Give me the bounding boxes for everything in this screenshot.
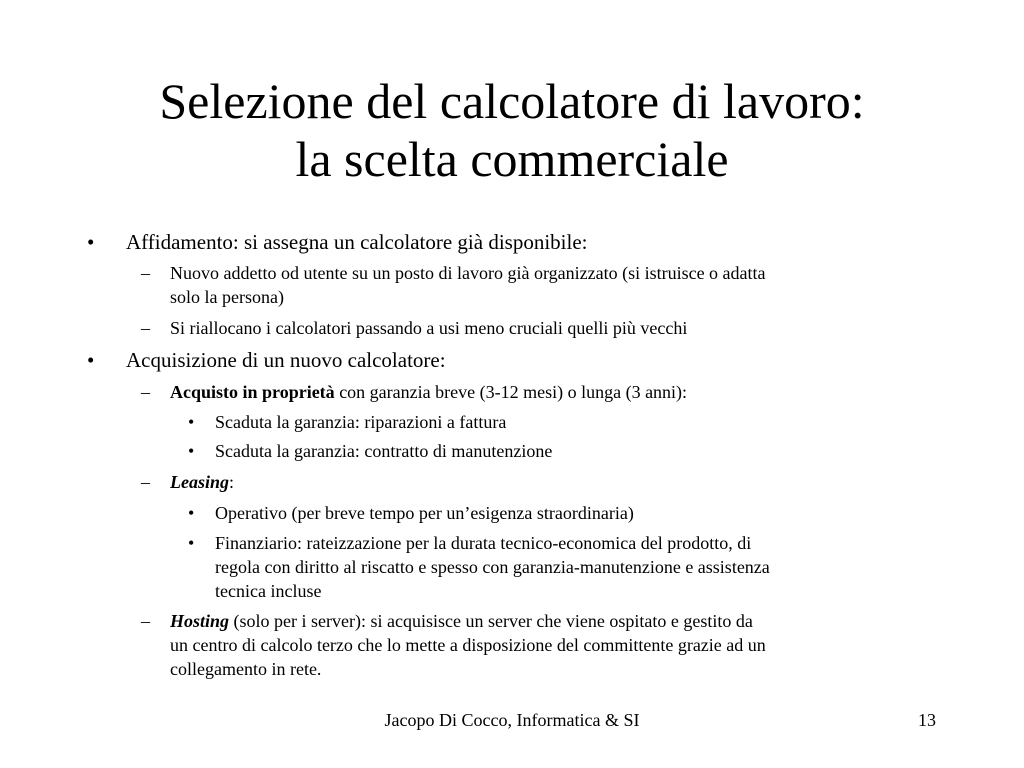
subsubitem-text: Scaduta la garanzia: riparazioni a fattura	[215, 412, 507, 432]
subsubitem-text: Operativo (per breve tempo per un’esigenza straordinaria)	[215, 503, 634, 523]
subitem-text: collegamento in rete.	[170, 659, 322, 679]
subsubitem-finanziario-cont	[215, 579, 321, 603]
subitem-nuovo-addetto-cont	[170, 285, 284, 309]
subitem-riallocano	[141, 316, 688, 340]
subsubitem-finanziario	[188, 531, 752, 555]
dash-marker: –	[141, 382, 150, 402]
bullet-marker: •	[188, 503, 195, 523]
leasing-emphasis: Leasing	[170, 472, 230, 492]
bullet-text: Acquisizione di un nuovo calcolatore:	[126, 348, 446, 372]
subitem-text: un centro di calcolo terzo che lo mette a disposizione del committente grazie ad un	[170, 635, 766, 655]
bullet-marker: •	[87, 348, 95, 372]
page-number: 13	[918, 710, 936, 730]
subsubitem-text: regola con diritto al riscatto e spesso con garanzia-manutenzione e assistenza	[215, 557, 770, 577]
subitem-text: Si riallocano i calcolatori passando a usi meno cruciali quelli più vecchi	[170, 318, 688, 338]
bullet-text: Affidamento: si assegna un calcolatore già disponibile:	[126, 230, 588, 254]
subitem-hosting-cont	[170, 633, 766, 657]
dash-marker: –	[141, 263, 150, 283]
subitem-nuovo-addetto	[141, 261, 766, 285]
subitem-text: con garanzia breve (3-12 mesi) o lunga (3 anni):	[334, 382, 688, 402]
bullet-marker: •	[188, 412, 195, 432]
subsubitem-contratto	[188, 439, 553, 463]
subitem-text: Nuovo addetto od utente su un posto di lavoro già organizzato (si istruisce o adatta	[170, 263, 766, 283]
subsubitem-text: Finanziario: rateizzazione per la durata tecnico-economica del prodotto, di	[215, 533, 752, 553]
subsubitem-text: Scaduta la garanzia: contratto di manutenzione	[215, 441, 553, 461]
bullet-marker: •	[188, 533, 195, 553]
subitem-text: solo la persona)	[170, 287, 284, 307]
subitem-hosting-cont	[170, 657, 321, 681]
subitem-text: (solo per i server): si acquisisce un server che viene ospitato e gestito da	[229, 611, 753, 631]
dash-marker: –	[141, 318, 150, 338]
title-line-1: Selezione del calcolatore di lavoro:	[159, 73, 865, 129]
bullet-affidamento	[87, 229, 588, 255]
hosting-emphasis: Hosting	[170, 611, 230, 631]
subitem-acquisto	[141, 380, 688, 404]
footer-author: Jacopo Di Cocco, Informatica & SI	[384, 710, 640, 730]
bullet-marker: •	[188, 441, 195, 461]
bullet-acquisizione	[87, 347, 446, 373]
bullet-marker: •	[87, 230, 95, 254]
subitem-text: :	[229, 472, 235, 492]
dash-marker: –	[141, 611, 150, 631]
title-line-2: la scelta commerciale	[295, 131, 729, 187]
acquisto-emphasis: Acquisto in proprietà	[170, 382, 335, 402]
subitem-leasing	[141, 470, 235, 494]
subitem-hosting	[141, 609, 753, 633]
dash-marker: –	[141, 472, 150, 492]
subsubitem-riparazioni	[188, 410, 507, 434]
subsubitem-finanziario-cont	[215, 555, 770, 579]
subsubitem-operativo	[188, 501, 634, 525]
subsubitem-text: tecnica incluse	[215, 581, 322, 601]
